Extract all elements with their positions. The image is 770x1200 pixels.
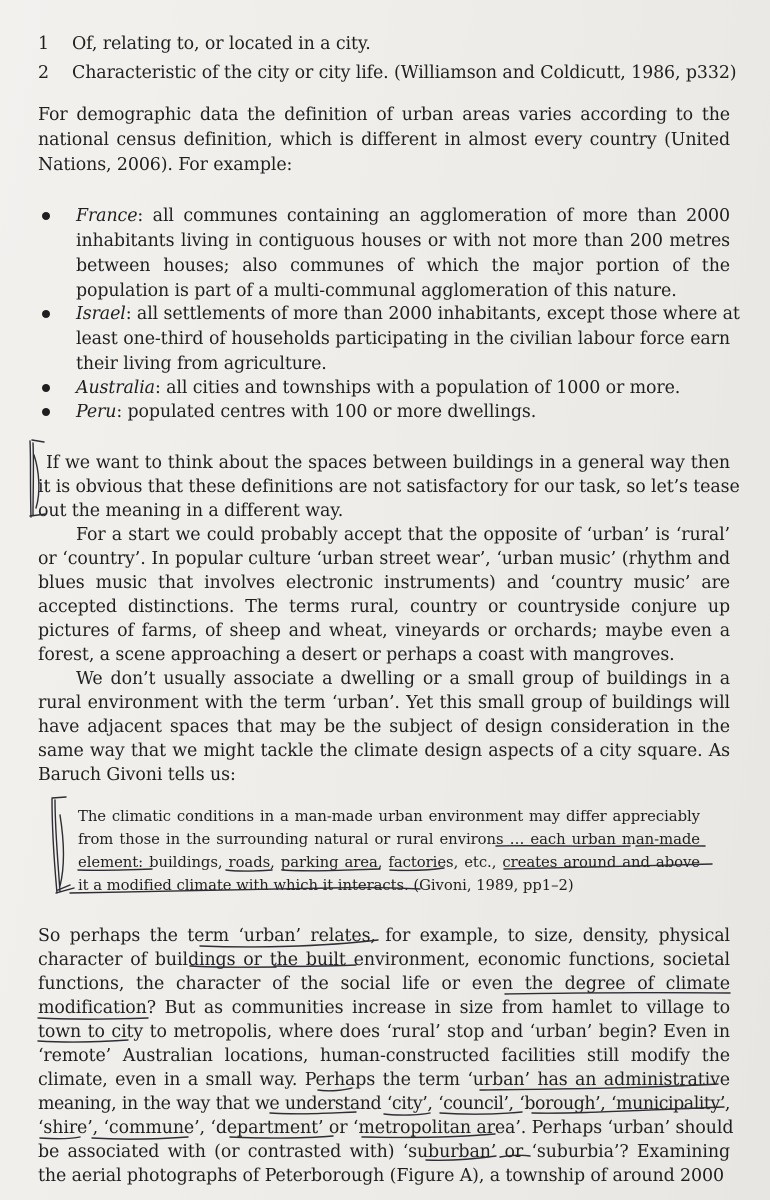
country-term: Australia	[76, 378, 155, 398]
text-line: national census definition, which is different in almost every country (United	[38, 130, 730, 150]
country-term: Peru	[76, 402, 117, 422]
country-term: France	[76, 206, 138, 226]
text-line: out the meaning in a different way.	[38, 501, 344, 521]
text-line: it is obvious that these definitions are not satisfactory for our task, so let’s tease	[38, 477, 740, 497]
text-line: functions, the character of the social life or even the degree of climate	[38, 974, 730, 994]
text-line: ‘remote’ Australian locations, human-constructed facilities still modify the	[38, 1046, 730, 1066]
bullet-icon	[42, 408, 50, 416]
text-line: Baruch Givoni tells us:	[38, 765, 236, 785]
bullet-line: their living from agriculture.	[76, 354, 327, 374]
text-line: character of buildings or the built environment, economic functions, societal	[38, 950, 730, 970]
bullet-icon	[42, 384, 50, 392]
text-line: blues music that involves electronic instruments) and ‘country music’ are	[38, 573, 730, 593]
definition-text: Characteristic of the city or city life. (Williamson and Coldicutt, 1986, p332)	[72, 63, 737, 83]
bullet-line: Australia: all cities and townships with a population of 1000 or more.	[76, 378, 681, 398]
text-line: Nations, 2006). For example:	[38, 155, 293, 175]
quote-line: from those in the surrounding natural or rural environs … each urban man-made	[78, 831, 700, 848]
text-line: So perhaps the term ‘urban’ relates, for example, to size, density, physical	[38, 926, 730, 946]
text-line: pictures of farms, of sheep and wheat, vineyards or orchards; maybe even a	[38, 621, 730, 641]
quote-bracket-scribble	[60, 815, 63, 886]
text-line: modification? But as communities increase in size from hamlet to village to	[38, 998, 730, 1018]
bullet-line: population is part of a multi-communal agglomeration of this nature.	[76, 281, 677, 301]
definition-number: 2	[38, 63, 50, 83]
text-line: climate, even in a small way. Perhaps the term ‘urban’ has an administrative	[38, 1070, 730, 1090]
definition-number: 1	[38, 34, 50, 54]
quote-bracket	[52, 797, 74, 893]
text-line: have adjacent spaces that may be the subject of design consideration in the	[38, 717, 730, 737]
text-line: For a start we could probably accept that the opposite of ‘urban’ is ‘rural’	[76, 525, 730, 545]
text-line: meaning, in the way that we understand ‘city’, ‘council’, ‘borough’, ‘municipality’,	[38, 1094, 730, 1114]
quote-line: The climatic conditions in a man-made urban environment may differ appreciably	[78, 808, 700, 825]
quote-line: it a modified climate with which it interacts. (Givoni, 1989, pp1–2)	[78, 877, 574, 894]
text-line: If we want to think about the spaces between buildings in a general way then	[46, 453, 730, 473]
text-line: town to city to metropolis, where does ‘rural’ stop and ‘urban’ begin? Even in	[38, 1022, 730, 1042]
bullet-line: inhabitants living in contiguous houses or with not more than 200 metres	[76, 231, 730, 251]
text-line: rural environment with the term ‘urban’. Yet this small group of buildings will	[38, 693, 730, 713]
text-line: or ‘country’. In popular culture ‘urban street wear’, ‘urban music’ (rhythm and	[38, 549, 730, 569]
text-line: For demographic data the definition of urban areas varies according to the	[38, 105, 730, 125]
bullet-icon	[42, 310, 50, 318]
text-line: the aerial photographs of Peterborough (Figure A), a township of around 2000	[38, 1166, 724, 1186]
bullet-line: France: all communes containing an agglomeration of more than 2000	[76, 206, 730, 226]
bullet-line: least one-third of households participating in the civilian labour force earn	[76, 329, 730, 349]
bullet-line: between houses; also communes of which the major portion of the	[76, 256, 730, 276]
text-line: be associated with (or contrasted with) ‘suburban’ or ‘suburbia’? Examining	[38, 1142, 730, 1162]
definition-text: Of, relating to, or located in a city.	[72, 34, 371, 54]
bullet-line: Peru: populated centres with 100 or more dwellings.	[76, 402, 537, 422]
text-line: We don’t usually associate a dwelling or a small group of buildings in a	[76, 669, 730, 689]
text-line: same way that we might tackle the climate design aspects of a city square. As	[38, 741, 730, 761]
text-line: forest, a scene approaching a desert or perhaps a coast with mangroves.	[38, 645, 675, 665]
text-line: ‘shire’, ‘commune’, ‘department’ or ‘metropolitan area’. Perhaps ‘urban’ should	[38, 1118, 734, 1138]
country-term: Israel	[76, 304, 126, 324]
quote-line: element: buildings, roads, parking area, factories, etc., creates around and above	[78, 854, 700, 871]
text-line: accepted distinctions. The terms rural, country or countryside conjure up	[38, 597, 730, 617]
bullet-icon	[42, 212, 50, 220]
bullet-line: Israel: all settlements of more than 2000 inhabitants, except those where at	[76, 304, 740, 324]
